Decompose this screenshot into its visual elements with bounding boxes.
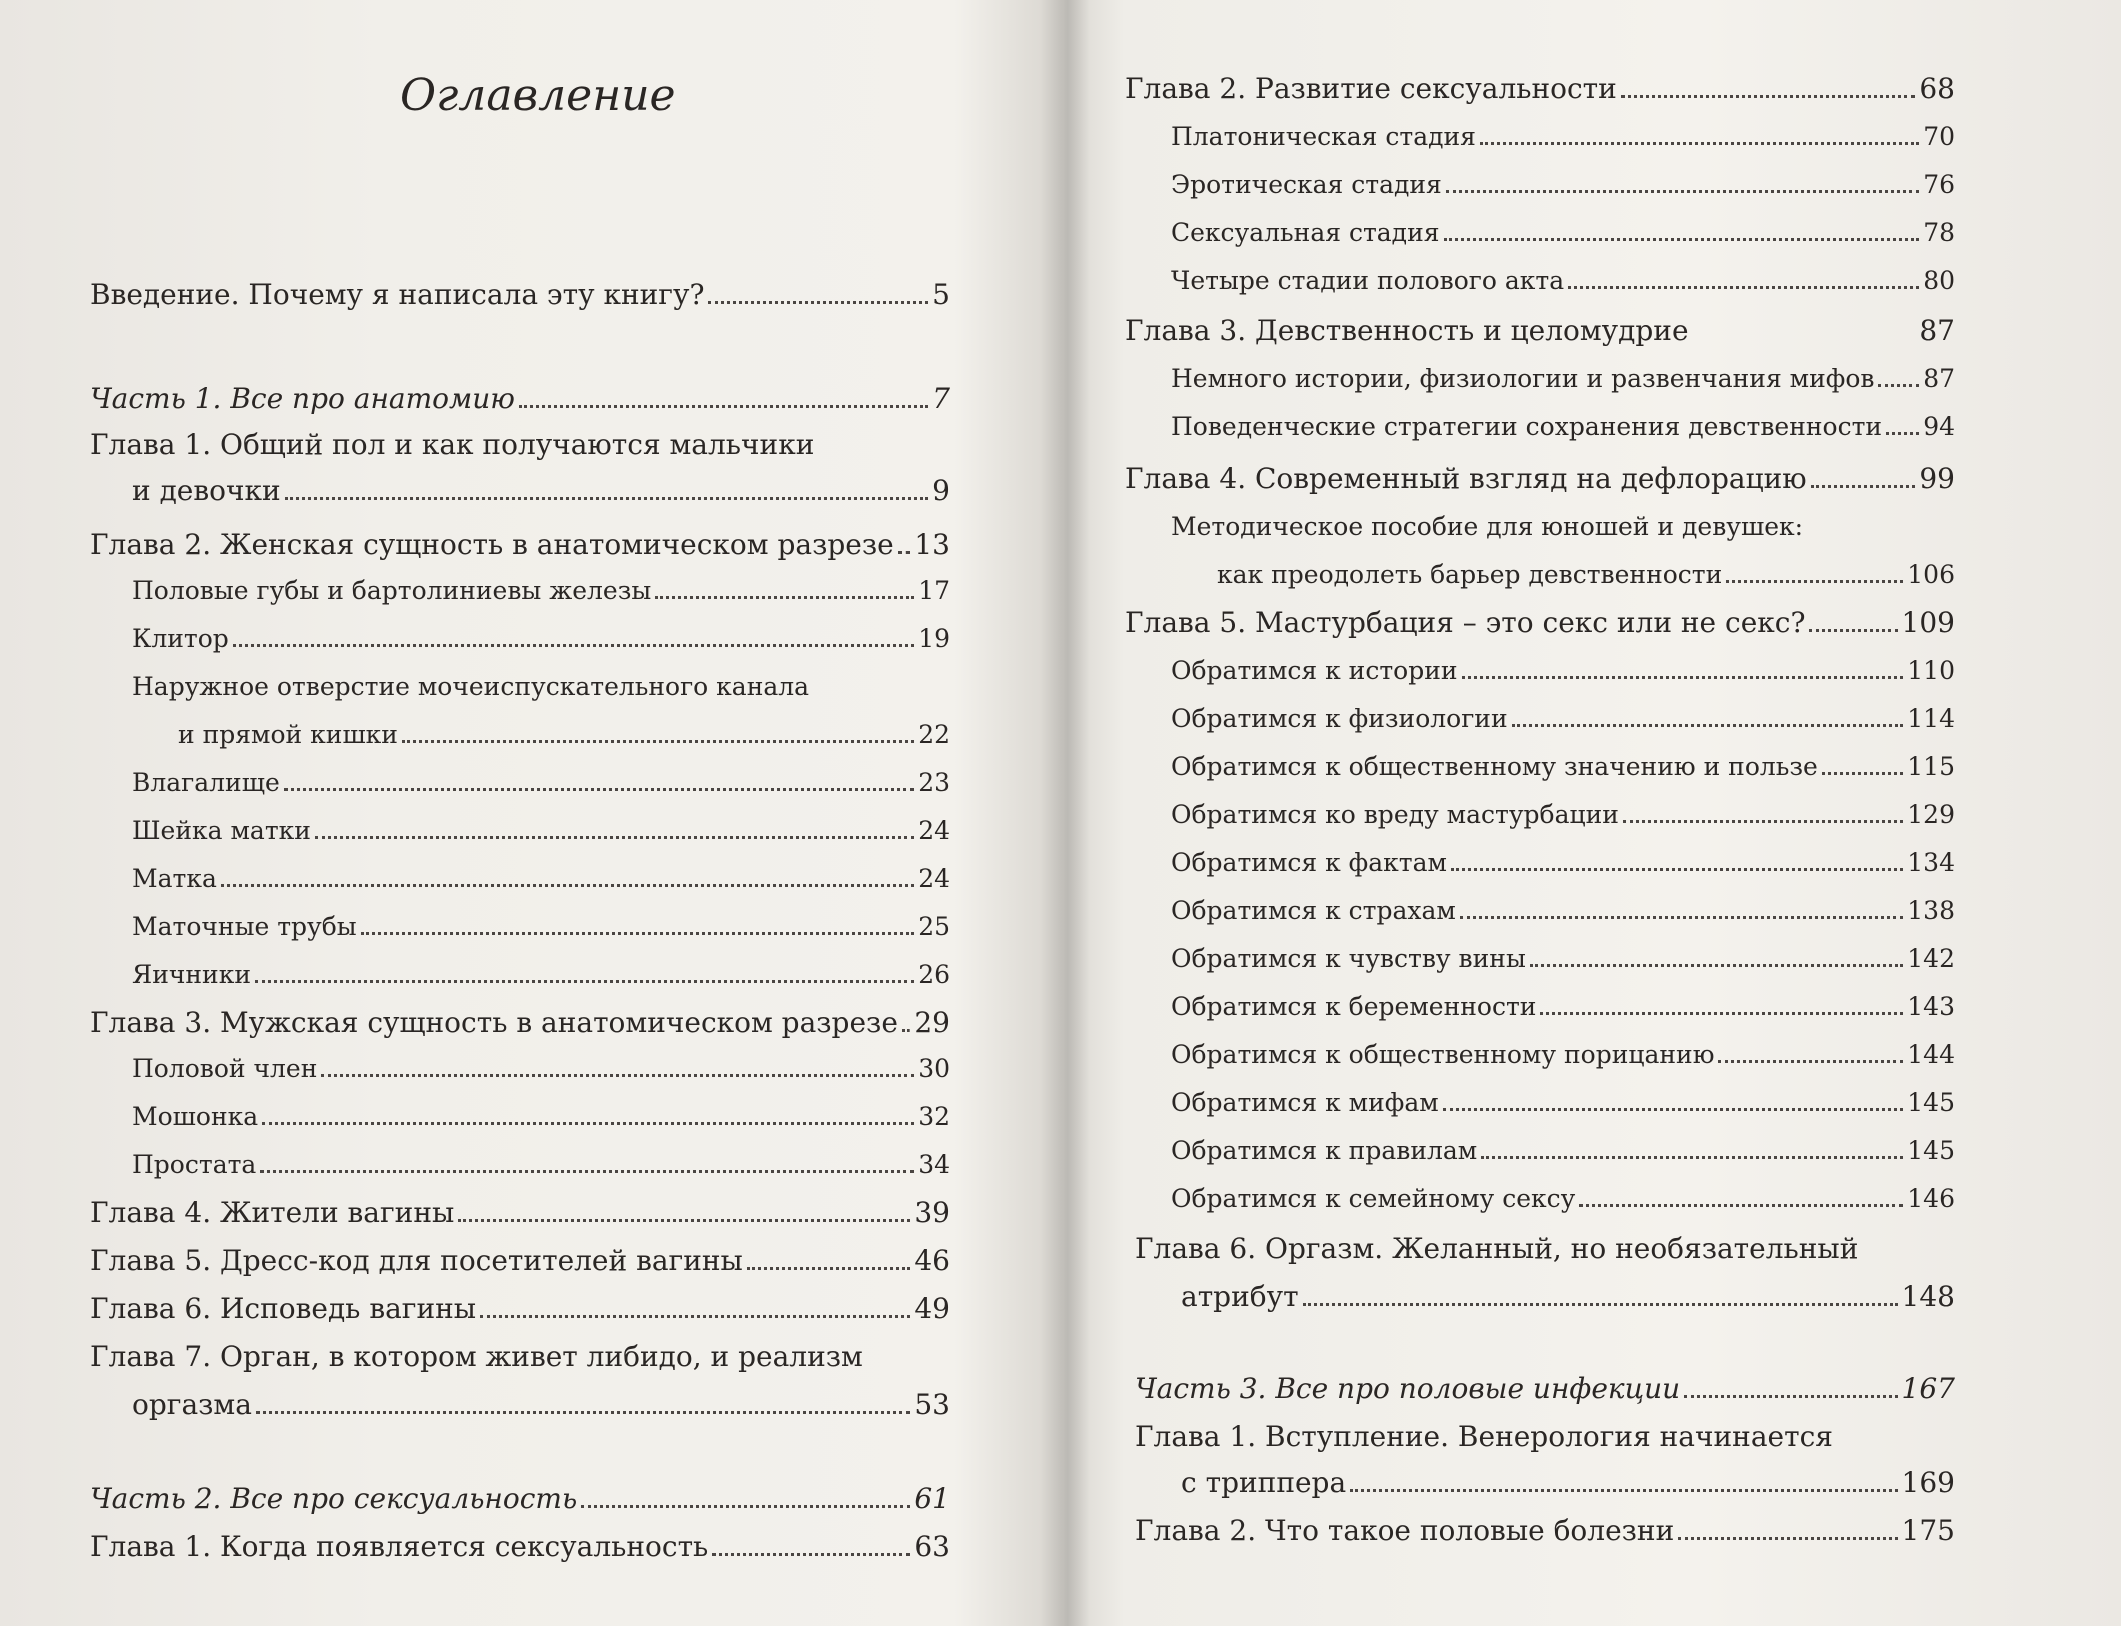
toc-entry-line: Глава 1. Общий пол и как получаются мальчики xyxy=(90,428,815,461)
toc-leader xyxy=(315,835,914,839)
toc-part xyxy=(90,1482,950,1515)
toc-subentry xyxy=(1171,896,1955,925)
toc-leader xyxy=(1678,1536,1897,1540)
toc-page-number: 78 xyxy=(1923,218,1955,247)
toc-subentry xyxy=(1171,944,1955,973)
toc-leader xyxy=(255,979,914,983)
toc-leader xyxy=(1718,1059,1903,1063)
toc-leader xyxy=(1451,867,1903,871)
toc-page-number: 30 xyxy=(918,1054,950,1083)
toc-page-number: 169 xyxy=(1901,1466,1955,1499)
toc-page-number: 99 xyxy=(1919,462,1955,495)
toc-entry-text: Обратимся к общественному порицанию xyxy=(1171,1040,1715,1069)
toc-entry-text: Маточные трубы xyxy=(132,912,357,941)
toc-entry xyxy=(1125,606,1955,639)
toc-leader xyxy=(321,1073,914,1077)
toc-entry xyxy=(90,528,950,561)
toc-page-number: 23 xyxy=(918,768,950,797)
toc-subentry xyxy=(1171,848,1955,877)
toc-leader xyxy=(256,1410,910,1414)
toc-subentry xyxy=(1171,218,1955,247)
toc-entry-text: Обратимся к беременности xyxy=(1171,992,1537,1021)
toc-entry-text: Глава 1. Когда появляется сексуальность xyxy=(90,1530,709,1563)
toc-page-number: 129 xyxy=(1907,800,1955,829)
toc-entry-text: Глава 2. Что такое половые болезни xyxy=(1135,1514,1675,1547)
toc-entry-text: Половые губы и бартолиниевы железы xyxy=(132,576,652,605)
toc-subentry xyxy=(132,624,950,653)
toc-entry-line: Глава 7. Орган, в котором живет либидо, и реализм xyxy=(90,1340,863,1373)
toc-page-number: 9 xyxy=(932,474,950,507)
toc-entry xyxy=(90,278,950,311)
toc-page-number: 7 xyxy=(932,382,950,415)
toc-entry xyxy=(90,1196,950,1229)
toc-entry-text: Глава 6. Исповедь вагины xyxy=(90,1292,477,1325)
toc-page-number: 13 xyxy=(914,528,950,561)
toc-part xyxy=(1135,1372,1955,1405)
toc-entry-text: Часть 2. Все про сексуальность xyxy=(90,1482,578,1515)
toc-page-number: 61 xyxy=(914,1482,950,1515)
toc-entry-text: Четыре стадии полового акта xyxy=(1171,266,1565,295)
toc-leader xyxy=(260,1169,914,1173)
toc-leader xyxy=(262,1121,914,1125)
toc-entry-line: Глава 6. Оргазм. Желанный, но необязательный xyxy=(1135,1232,1859,1265)
toc-entry-text: Эротическая стадия xyxy=(1171,170,1442,199)
toc-page-number: 29 xyxy=(914,1006,950,1039)
toc-leader xyxy=(1480,141,1919,145)
toc-page-number: 22 xyxy=(918,720,950,749)
toc-entry xyxy=(90,1244,950,1277)
toc-entry-text: Яичники xyxy=(132,960,251,989)
toc-page-number: 134 xyxy=(1907,848,1955,877)
toc-subentry xyxy=(178,720,950,749)
toc-entry-text: Сексуальная стадия xyxy=(1171,218,1440,247)
toc-page-number: 26 xyxy=(918,960,950,989)
toc-leader xyxy=(747,1266,911,1270)
toc-entry xyxy=(90,1530,950,1563)
toc-page-number: 115 xyxy=(1907,752,1955,781)
toc-entry xyxy=(132,474,950,507)
toc-page-number: 148 xyxy=(1901,1280,1955,1313)
toc-leader xyxy=(898,550,911,554)
toc-entry-text: и девочки xyxy=(132,474,281,507)
toc-page-number: 63 xyxy=(914,1530,950,1563)
toc-subentry xyxy=(1171,800,1955,829)
toc-entry-text: Мошонка xyxy=(132,1102,259,1131)
toc-entry-text: Обратимся к семейному сексу xyxy=(1171,1184,1576,1213)
toc-page-number: 68 xyxy=(1919,72,1955,105)
toc-entry-text: Обратимся ко вреду мастурбации xyxy=(1171,800,1619,829)
toc-entry-line: Глава 1. Вступление. Венерология начинается xyxy=(1135,1420,1833,1453)
toc-entry-text: Обратимся к фактам xyxy=(1171,848,1447,877)
toc-subentry xyxy=(1171,1136,1955,1165)
toc-subentry xyxy=(132,1150,950,1179)
toc-entry-text: Платоническая стадия xyxy=(1171,122,1476,151)
toc-entry-text: атрибут xyxy=(1181,1280,1299,1313)
toc-page-number: 34 xyxy=(918,1150,950,1179)
toc-entry xyxy=(1125,462,1955,495)
toc-entry-text: Шейка матки xyxy=(132,816,311,845)
toc-page-number: 87 xyxy=(1923,364,1955,393)
toc-entry xyxy=(90,1006,950,1039)
toc-leader xyxy=(581,1504,910,1508)
toc-leader xyxy=(1512,723,1904,727)
toc-subentry xyxy=(1171,656,1955,685)
toc-leader xyxy=(1623,819,1903,823)
toc-page-number: 39 xyxy=(914,1196,950,1229)
toc-page-number: 32 xyxy=(918,1102,950,1131)
toc-subentry xyxy=(1171,1040,1955,1069)
toc-page-number: 143 xyxy=(1907,992,1955,1021)
toc-page-number: 46 xyxy=(914,1244,950,1277)
toc-leader xyxy=(902,1028,910,1032)
toc-subentry xyxy=(1171,412,1955,441)
toc-entry-text: Обратимся к общественному значению и пользе xyxy=(1171,752,1818,781)
toc-subentry xyxy=(132,1054,950,1083)
toc-leader xyxy=(1726,579,1903,583)
toc-subentry xyxy=(132,816,950,845)
toc-leader xyxy=(221,883,914,887)
toc-leader xyxy=(1350,1488,1897,1492)
toc-page-number: 114 xyxy=(1907,704,1955,733)
toc-entry xyxy=(90,1292,950,1325)
toc-entry xyxy=(1181,1466,1955,1499)
toc-entry-text: оргазма xyxy=(132,1388,252,1421)
toc-subentry xyxy=(1171,704,1955,733)
toc-entry-text: Обратимся к мифам xyxy=(1171,1088,1439,1117)
toc-leader xyxy=(480,1314,910,1318)
toc-leader xyxy=(1568,285,1919,289)
toc-leader xyxy=(1809,628,1897,632)
toc-entry-text: Часть 1. Все про анатомию xyxy=(90,382,515,415)
toc-page-number: 106 xyxy=(1907,560,1955,589)
toc-leader xyxy=(712,1552,910,1556)
toc-entry-text: как преодолеть барьер девственности xyxy=(1217,560,1723,589)
toc-entry-text: Обратимся к физиологии xyxy=(1171,704,1508,733)
toc-entry-text: Часть 3. Все про половые инфекции xyxy=(1135,1372,1681,1405)
toc-entry-text: Глава 2. Женская сущность в анатомическом разрезе xyxy=(90,528,894,561)
toc-page-number: 167 xyxy=(1901,1372,1955,1405)
toc-entry-text: Обратимся к истории xyxy=(1171,656,1458,685)
toc-page-number: 17 xyxy=(918,576,950,605)
toc-page-number: 24 xyxy=(918,864,950,893)
toc-leader xyxy=(284,787,914,791)
toc-entry-text: Обратимся к страхам xyxy=(1171,896,1456,925)
toc-page-number: 142 xyxy=(1907,944,1955,973)
toc-leader xyxy=(1684,1394,1897,1398)
toc-subentry xyxy=(1171,1088,1955,1117)
toc-leader xyxy=(1579,1203,1903,1207)
toc-entry-text: Немного истории, физиологии и развенчания мифов xyxy=(1171,364,1875,393)
toc-leader xyxy=(1460,915,1903,919)
toc-page-number: 109 xyxy=(1901,606,1955,639)
toc-page-number: 110 xyxy=(1907,656,1955,685)
toc-page-number: 53 xyxy=(914,1388,950,1421)
page-title: Оглавление xyxy=(400,70,676,121)
toc-leader xyxy=(1621,94,1916,98)
toc-entry xyxy=(1125,72,1955,105)
toc-leader xyxy=(708,300,928,304)
toc-entry-text: Обратимся к чувству вины xyxy=(1171,944,1526,973)
toc-leader xyxy=(1811,484,1916,488)
toc-page-number: 19 xyxy=(918,624,950,653)
toc-page-number: 5 xyxy=(932,278,950,311)
toc-leader xyxy=(1886,431,1919,435)
toc-page-number: 25 xyxy=(918,912,950,941)
toc-entry-text: Матка xyxy=(132,864,217,893)
toc-subentry xyxy=(1171,752,1955,781)
toc-page-number: 94 xyxy=(1923,412,1955,441)
toc-page-number: 175 xyxy=(1901,1514,1955,1547)
toc-subentry xyxy=(132,768,950,797)
toc-page-number: 144 xyxy=(1907,1040,1955,1069)
toc-leader xyxy=(655,595,914,599)
toc-entry-text: Влагалище xyxy=(132,768,280,797)
toc-subentry xyxy=(1171,992,1955,1021)
toc-entry xyxy=(1135,1514,1955,1547)
toc-leader xyxy=(1530,963,1903,967)
toc-part xyxy=(90,382,950,415)
toc-entry-text: Введение. Почему я написала эту книгу? xyxy=(90,278,705,311)
toc-page-number: 80 xyxy=(1923,266,1955,295)
toc-entry-text: Глава 4. Жители вагины xyxy=(90,1196,455,1229)
toc-leader xyxy=(285,496,929,500)
toc-entry-text: Поведенческие стратегии сохранения девственности xyxy=(1171,412,1883,441)
toc-subentry xyxy=(1171,266,1955,295)
toc-leader xyxy=(1822,771,1903,775)
toc-page-number: 145 xyxy=(1907,1088,1955,1117)
toc-entry-text: Клитор xyxy=(132,624,229,653)
toc-entry-text: с триппера xyxy=(1181,1466,1347,1499)
toc-page-number: 70 xyxy=(1923,122,1955,151)
toc-leader xyxy=(402,739,914,743)
toc-entry-text: Простата xyxy=(132,1150,257,1179)
toc-entry-text: Глава 3. Мужская сущность в анатомическом разрезе xyxy=(90,1006,898,1039)
toc-subentry xyxy=(1171,170,1955,199)
toc-subentry xyxy=(132,576,950,605)
toc-subentry xyxy=(1171,364,1955,393)
toc-entry-text: Глава 2. Развитие сексуальности xyxy=(1125,72,1617,105)
toc-entry-text: Глава 4. Современный взгляд на дефлорацию xyxy=(1125,462,1807,495)
toc-page-number: 145 xyxy=(1907,1136,1955,1165)
toc-entry xyxy=(1181,1280,1955,1313)
toc-page-number: 87 xyxy=(1919,314,1955,347)
toc-leader xyxy=(1462,675,1904,679)
toc-subentry xyxy=(1171,1184,1955,1213)
toc-leader xyxy=(1303,1302,1898,1306)
toc-leader xyxy=(1878,383,1919,387)
toc-leader xyxy=(1481,1155,1903,1159)
toc-entry xyxy=(1125,314,1955,347)
toc-page-number: 49 xyxy=(914,1292,950,1325)
toc-subentry xyxy=(132,1102,950,1131)
toc-entry-text: Обратимся к правилам xyxy=(1171,1136,1478,1165)
toc-leader xyxy=(233,643,914,647)
toc-page-number: 146 xyxy=(1907,1184,1955,1213)
toc-page-number: 24 xyxy=(918,816,950,845)
toc-leader xyxy=(519,404,928,408)
toc-page-number: 76 xyxy=(1923,170,1955,199)
toc-leader xyxy=(1540,1011,1903,1015)
toc-entry-text: и прямой кишки xyxy=(178,720,398,749)
toc-leader xyxy=(1444,237,1920,241)
toc-subentry xyxy=(1171,122,1955,151)
toc-entry-text: Глава 5. Дресс-код для посетителей вагины xyxy=(90,1244,743,1277)
toc-page-number: 138 xyxy=(1907,896,1955,925)
toc-subentry xyxy=(132,960,950,989)
toc-leader xyxy=(1443,1107,1904,1111)
toc-subentry-line: Методическое пособие для юношей и девушек: xyxy=(1171,512,1804,541)
toc-subentry xyxy=(132,864,950,893)
toc-subentry xyxy=(1217,560,1955,589)
toc-leader xyxy=(458,1218,910,1222)
toc-subentry-line: Наружное отверстие мочеиспускательного канала xyxy=(132,672,810,701)
toc-entry-text: Глава 5. Мастурбация – это секс или не секс? xyxy=(1125,606,1806,639)
book-gutter xyxy=(1040,0,1090,1626)
toc-leader xyxy=(361,931,914,935)
toc-entry-text: Глава 3. Девственность и целомудрие xyxy=(1125,314,1689,347)
toc-subentry xyxy=(132,912,950,941)
toc-entry-text: Половой член xyxy=(132,1054,318,1083)
toc-leader xyxy=(1446,189,1919,193)
toc-entry xyxy=(132,1388,950,1421)
